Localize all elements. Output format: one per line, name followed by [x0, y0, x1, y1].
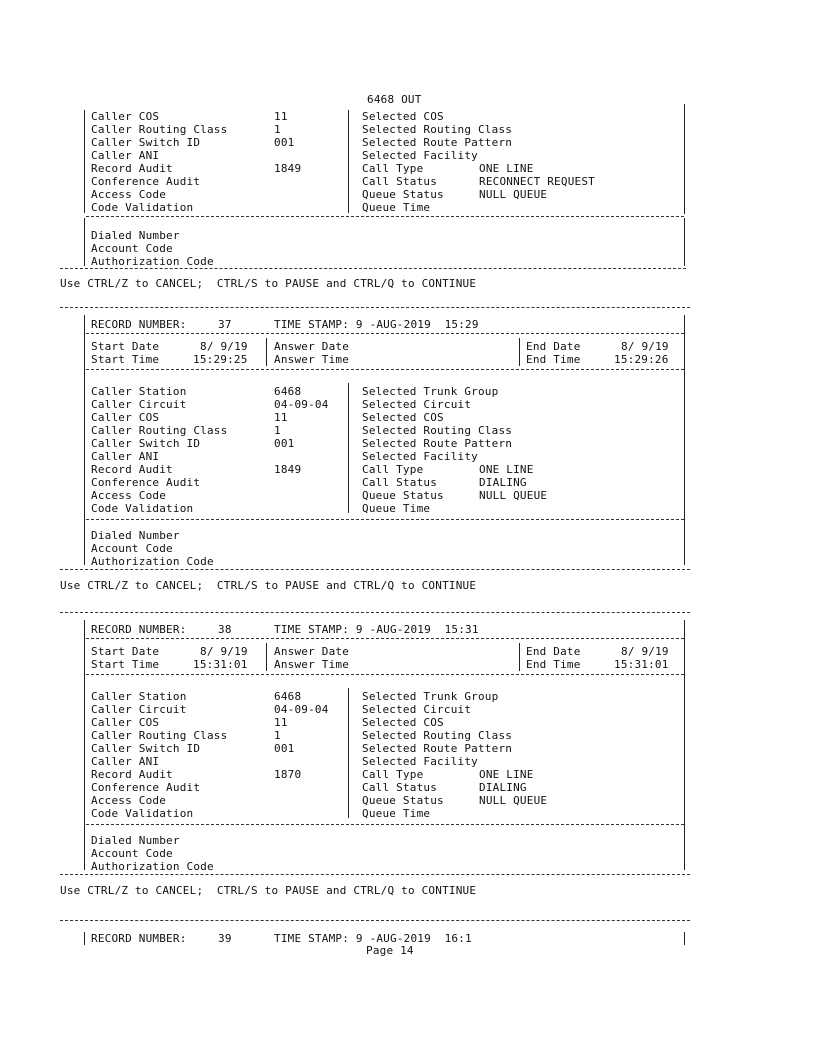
field-label: Caller Switch ID	[91, 437, 201, 450]
field-value: 1	[274, 424, 281, 437]
field-label: Selected Routing Class	[362, 123, 513, 136]
field-label: Dialed Number	[91, 529, 180, 542]
field-label: Selected Route Pattern	[362, 742, 513, 755]
start-time: 15:31:01	[193, 658, 248, 671]
divider-line	[60, 874, 690, 875]
field-label: Call Status	[362, 476, 438, 489]
field-label: Authorization Code	[91, 555, 214, 568]
field-label: Selected Circuit	[362, 398, 472, 411]
field-label: Caller Station	[91, 690, 187, 703]
field-value: DIALING	[479, 476, 527, 489]
field-value: 11	[274, 411, 288, 424]
field-label: Conference Audit	[91, 781, 201, 794]
divider-line	[60, 268, 686, 269]
divider-line	[86, 824, 684, 825]
field-label: Queue Time	[362, 502, 431, 515]
field-label: Caller Routing Class	[91, 729, 228, 742]
right-border	[684, 620, 685, 870]
answer-time-label: Answer Time	[274, 353, 350, 366]
right-border	[684, 104, 685, 214]
right-border	[684, 218, 685, 266]
field-label: Caller COS	[91, 716, 160, 729]
field-label: Conference Audit	[91, 175, 201, 188]
field-label: Selected Circuit	[362, 703, 472, 716]
start-time-label: Start Time	[91, 353, 160, 366]
field-label: Call Type	[362, 463, 424, 476]
field-label: Selected COS	[362, 716, 444, 729]
left-border	[84, 110, 85, 213]
divider-line	[60, 612, 690, 613]
start-date: 8/ 9/19	[200, 340, 248, 353]
field-value: 1870	[274, 768, 302, 781]
field-value: NULL QUEUE	[479, 794, 548, 807]
end-time: 15:31:01	[614, 658, 669, 671]
field-value: 11	[274, 716, 288, 729]
field-value: 001	[274, 437, 295, 450]
end-time-label: End Time	[526, 658, 581, 671]
outgoing-label: 6468 OUT	[367, 93, 422, 106]
field-label: Access Code	[91, 794, 167, 807]
field-label: Selected Routing Class	[362, 729, 513, 742]
record-number-label: RECORD NUMBER:	[91, 932, 187, 945]
record-number: 37	[218, 318, 232, 331]
right-border	[684, 315, 685, 565]
column-divider	[266, 338, 267, 366]
start-date: 8/ 9/19	[200, 645, 248, 658]
divider-line	[60, 307, 690, 308]
field-value: ONE LINE	[479, 162, 534, 175]
field-label: Account Code	[91, 242, 173, 255]
field-label: Caller ANI	[91, 149, 160, 162]
left-border	[84, 932, 85, 945]
column-divider	[348, 383, 349, 513]
field-value: 001	[274, 742, 295, 755]
left-border	[84, 218, 85, 266]
field-label: Caller Switch ID	[91, 742, 201, 755]
record-number-label: RECORD NUMBER:	[91, 318, 187, 331]
field-label: Record Audit	[91, 463, 173, 476]
record-number-label: RECORD NUMBER:	[91, 623, 187, 636]
field-label: Call Status	[362, 781, 438, 794]
field-label: Authorization Code	[91, 255, 214, 268]
control-prompt: Use CTRL/Z to CANCEL; CTRL/S to PAUSE and CTRL/Q to CONTINUE	[60, 277, 477, 290]
field-label: Selected Facility	[362, 450, 478, 463]
field-label: Call Type	[362, 768, 424, 781]
field-label: Selected COS	[362, 411, 444, 424]
start-date-label: Start Date	[91, 340, 160, 353]
field-label: Caller COS	[91, 411, 160, 424]
answer-date-label: Answer Date	[274, 340, 350, 353]
divider-line	[60, 569, 690, 570]
field-label: Caller Switch ID	[91, 136, 201, 149]
column-divider	[348, 688, 349, 818]
column-divider	[266, 643, 267, 671]
field-label: Caller ANI	[91, 755, 160, 768]
field-value: 6468	[274, 385, 302, 398]
field-label: Call Type	[362, 162, 424, 175]
field-value: ONE LINE	[479, 463, 534, 476]
start-time: 15:29:25	[193, 353, 248, 366]
timestamp: TIME STAMP: 9 -AUG-2019 16:1	[274, 932, 472, 945]
field-label: Caller COS	[91, 110, 160, 123]
field-value: 1	[274, 729, 281, 742]
field-label: Selected Route Pattern	[362, 437, 513, 450]
divider-line	[86, 333, 684, 334]
field-label: Selected COS	[362, 110, 444, 123]
field-label: Access Code	[91, 489, 167, 502]
field-label: Record Audit	[91, 768, 173, 781]
field-label: Code Validation	[91, 807, 194, 820]
start-date-label: Start Date	[91, 645, 160, 658]
field-label: Caller ANI	[91, 450, 160, 463]
field-value: ONE LINE	[479, 768, 534, 781]
field-label: Authorization Code	[91, 860, 214, 873]
field-label: Queue Time	[362, 201, 431, 214]
field-label: Selected Route Pattern	[362, 136, 513, 149]
start-time-label: Start Time	[91, 658, 160, 671]
end-time-label: End Time	[526, 353, 581, 366]
field-label: Queue Status	[362, 489, 444, 502]
end-date: 8/ 9/19	[621, 340, 669, 353]
field-label: Code Validation	[91, 502, 194, 515]
page-number: Page 14	[366, 944, 414, 957]
left-border	[84, 315, 85, 565]
field-label: Selected Trunk Group	[362, 385, 499, 398]
field-label: Access Code	[91, 188, 167, 201]
right-border	[684, 932, 685, 945]
answer-date-label: Answer Date	[274, 645, 350, 658]
timestamp: TIME STAMP: 9 -AUG-2019 15:31	[274, 623, 479, 636]
end-date-label: End Date	[526, 340, 581, 353]
field-label: Selected Trunk Group	[362, 690, 499, 703]
field-label: Selected Routing Class	[362, 424, 513, 437]
column-divider	[519, 338, 520, 366]
control-prompt: Use CTRL/Z to CANCEL; CTRL/S to PAUSE and CTRL/Q to CONTINUE	[60, 579, 477, 592]
field-label: Caller Routing Class	[91, 123, 228, 136]
field-label: Account Code	[91, 847, 173, 860]
field-value: NULL QUEUE	[479, 489, 548, 502]
field-value: 1849	[274, 162, 302, 175]
column-divider	[348, 110, 349, 213]
field-label: Record Audit	[91, 162, 173, 175]
field-label: Selected Facility	[362, 755, 478, 768]
field-value: 1849	[274, 463, 302, 476]
field-label: Queue Status	[362, 794, 444, 807]
field-value: NULL QUEUE	[479, 188, 548, 201]
field-value: 04-09-04	[274, 398, 329, 411]
end-date: 8/ 9/19	[621, 645, 669, 658]
field-value: 04-09-04	[274, 703, 329, 716]
field-label: Caller Circuit	[91, 703, 187, 716]
field-label: Account Code	[91, 542, 173, 555]
field-label: Call Status	[362, 175, 438, 188]
answer-time-label: Answer Time	[274, 658, 350, 671]
field-label: Dialed Number	[91, 229, 180, 242]
divider-line	[86, 638, 684, 639]
left-border	[84, 620, 85, 870]
field-label: Caller Station	[91, 385, 187, 398]
field-label: Caller Circuit	[91, 398, 187, 411]
field-label: Conference Audit	[91, 476, 201, 489]
field-value: DIALING	[479, 781, 527, 794]
field-value: 1	[274, 123, 281, 136]
field-value: 6468	[274, 690, 302, 703]
field-value: 11	[274, 110, 288, 123]
record-number: 38	[218, 623, 232, 636]
control-prompt: Use CTRL/Z to CANCEL; CTRL/S to PAUSE and CTRL/Q to CONTINUE	[60, 884, 477, 897]
field-label: Caller Routing Class	[91, 424, 228, 437]
divider-line	[86, 216, 684, 217]
divider-line	[86, 519, 684, 520]
end-date-label: End Date	[526, 645, 581, 658]
record-number: 39	[218, 932, 232, 945]
field-label: Code Validation	[91, 201, 194, 214]
divider-line	[60, 920, 690, 921]
field-label: Dialed Number	[91, 834, 180, 847]
field-label: Selected Facility	[362, 149, 478, 162]
field-value: 001	[274, 136, 295, 149]
divider-line	[86, 369, 684, 370]
field-value: RECONNECT REQUEST	[479, 175, 595, 188]
column-divider	[519, 643, 520, 671]
timestamp: TIME STAMP: 9 -AUG-2019 15:29	[274, 318, 479, 331]
field-label: Queue Time	[362, 807, 431, 820]
end-time: 15:29:26	[614, 353, 669, 366]
field-label: Queue Status	[362, 188, 444, 201]
divider-line	[86, 674, 684, 675]
